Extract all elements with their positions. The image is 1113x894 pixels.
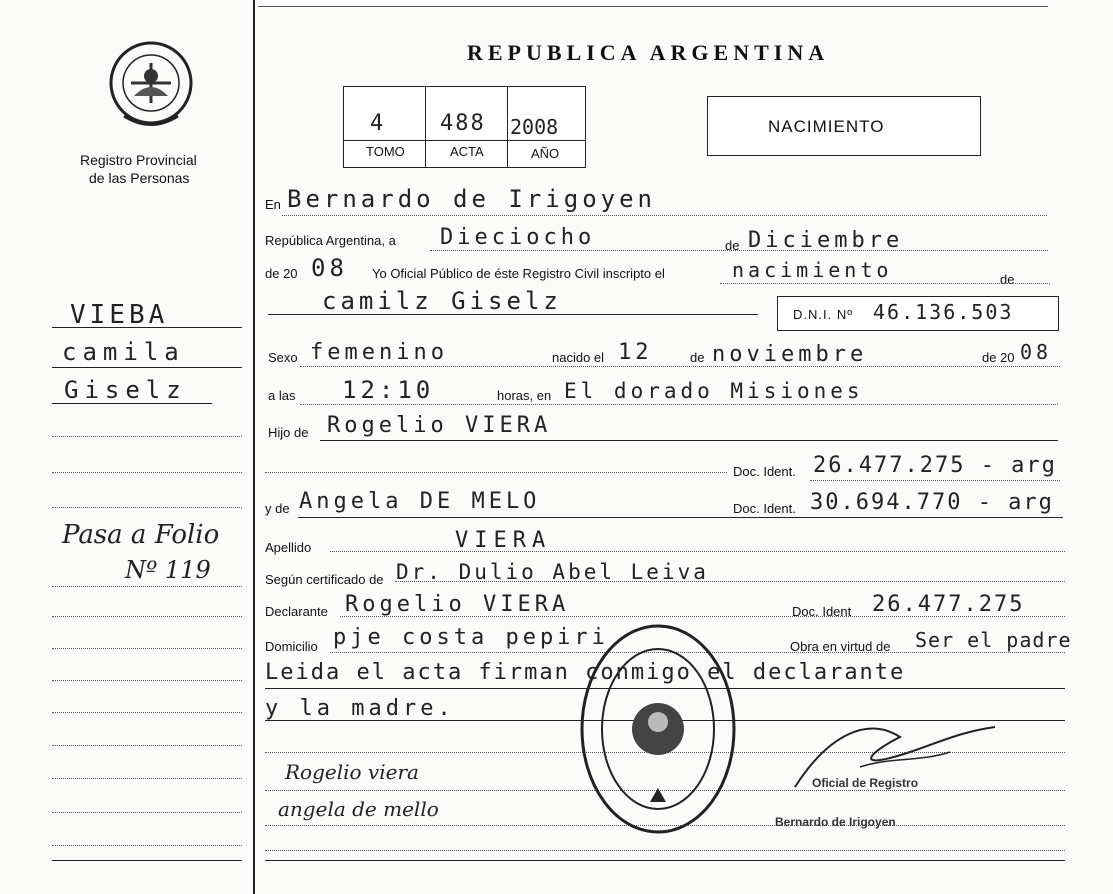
domicilio-value: pje costa pepiri (333, 625, 609, 650)
margin-name-2: Giselz (64, 376, 187, 404)
cert-doctor: Dr. Dulio Abel Leiva (396, 560, 709, 584)
doc-ident-label-2: Doc. Ident. (733, 501, 796, 516)
apellido-value: VIERA (455, 528, 552, 553)
record-box (343, 86, 586, 168)
de-label: de (725, 238, 740, 253)
acta-label: ACTA (450, 144, 484, 159)
inscripto-value: nacimiento (732, 258, 893, 282)
mother-doc: 30.694.770 - arg (810, 490, 1054, 515)
declarante-doc: 26.477.275 (872, 592, 1025, 617)
sexo-label: Sexo (268, 350, 298, 365)
registered-name: camilz Giselz (322, 287, 562, 315)
de3-label: de (690, 350, 705, 365)
horas-label: horas, en (497, 388, 552, 403)
birth-place: El dorado Misiones (564, 379, 864, 403)
ano-value: 2008 (510, 115, 559, 139)
de2-label: de (1000, 272, 1015, 287)
domicilio-label: Domicilio (265, 639, 318, 654)
document-type-box (707, 96, 981, 156)
madre-text: y la madre. (265, 696, 455, 721)
ano-label: AÑO (531, 146, 560, 161)
declarante-label: Declarante (265, 604, 328, 619)
father-name: Rogelio VIERA (327, 413, 552, 438)
month-value: Diciembre (748, 228, 904, 253)
leida-text: Leida el acta firman conmigo el declarante (265, 660, 906, 685)
column-divider (253, 0, 255, 894)
document-type: NACIMIENTO (768, 117, 885, 136)
country-title: REPUBLICA ARGENTINA (467, 40, 830, 65)
en-label: En (265, 197, 281, 212)
doc-ident-label-1: Doc. Ident. (733, 464, 796, 479)
provincial-seal-logo (106, 38, 196, 133)
tomo-label: TOMO (366, 144, 405, 159)
birth-day: 12 (618, 340, 653, 365)
dni-box (777, 296, 1059, 331)
year-value: 08 (311, 254, 348, 282)
father-doc: 26.477.275 - arg (813, 453, 1057, 478)
birth-time: 12:10 (342, 376, 435, 404)
obra-label: Obra en virtud de (790, 639, 891, 654)
dni-label: D.N.I. Nº (793, 307, 853, 322)
segun-label: Según certificado de (265, 572, 384, 587)
official-name-line-2: Bernardo de Irigoyen (775, 815, 896, 829)
birth-year: 08 (1020, 340, 1053, 364)
registry-subname: de las Personas (89, 170, 190, 186)
tomo-value: 4 (370, 111, 388, 136)
declarante-name: Rogelio VIERA (345, 592, 570, 617)
republica-label: República Argentina, a (265, 233, 396, 248)
yde-label: y de (265, 501, 290, 516)
en-value: Bernardo de Irigoyen (287, 185, 656, 213)
nacido-label: nacido el (552, 350, 605, 365)
registry-name: Registro Provincial (80, 152, 197, 168)
official-round-stamp (578, 622, 738, 836)
de-20-label: de 20 (982, 350, 1015, 365)
margin-name-1: camila (62, 338, 185, 366)
birth-month: noviembre (712, 342, 868, 367)
margin-surname: VIEBA (70, 300, 169, 330)
mother-signature: angela de mello (278, 797, 439, 821)
obra-value: Ser el padre (915, 628, 1072, 652)
doc-ident-label-3: Doc. Ident (792, 604, 852, 619)
mother-name: Angela DE MELO (299, 489, 541, 514)
hijo-label: Hijo de (268, 425, 309, 440)
margin-folio-number: Nº 119 (125, 556, 211, 584)
day-value: Dieciocho (440, 225, 596, 250)
year-prefix: de 20 (265, 266, 298, 281)
sexo-value: femenino (310, 340, 448, 365)
margin-pasa-folio: Pasa a Folio (62, 520, 220, 550)
dni-value: 46.136.503 (873, 300, 1014, 324)
alas-label: a las (268, 388, 296, 403)
oficial-text: Yo Oficial Público de éste Registro Civil inscripto el (372, 266, 665, 281)
acta-value: 488 (440, 111, 486, 136)
father-signature: Rogelio viera (285, 760, 419, 784)
official-name-line-1: Oficial de Registro (812, 776, 919, 790)
apellido-label: Apellido (265, 540, 312, 555)
